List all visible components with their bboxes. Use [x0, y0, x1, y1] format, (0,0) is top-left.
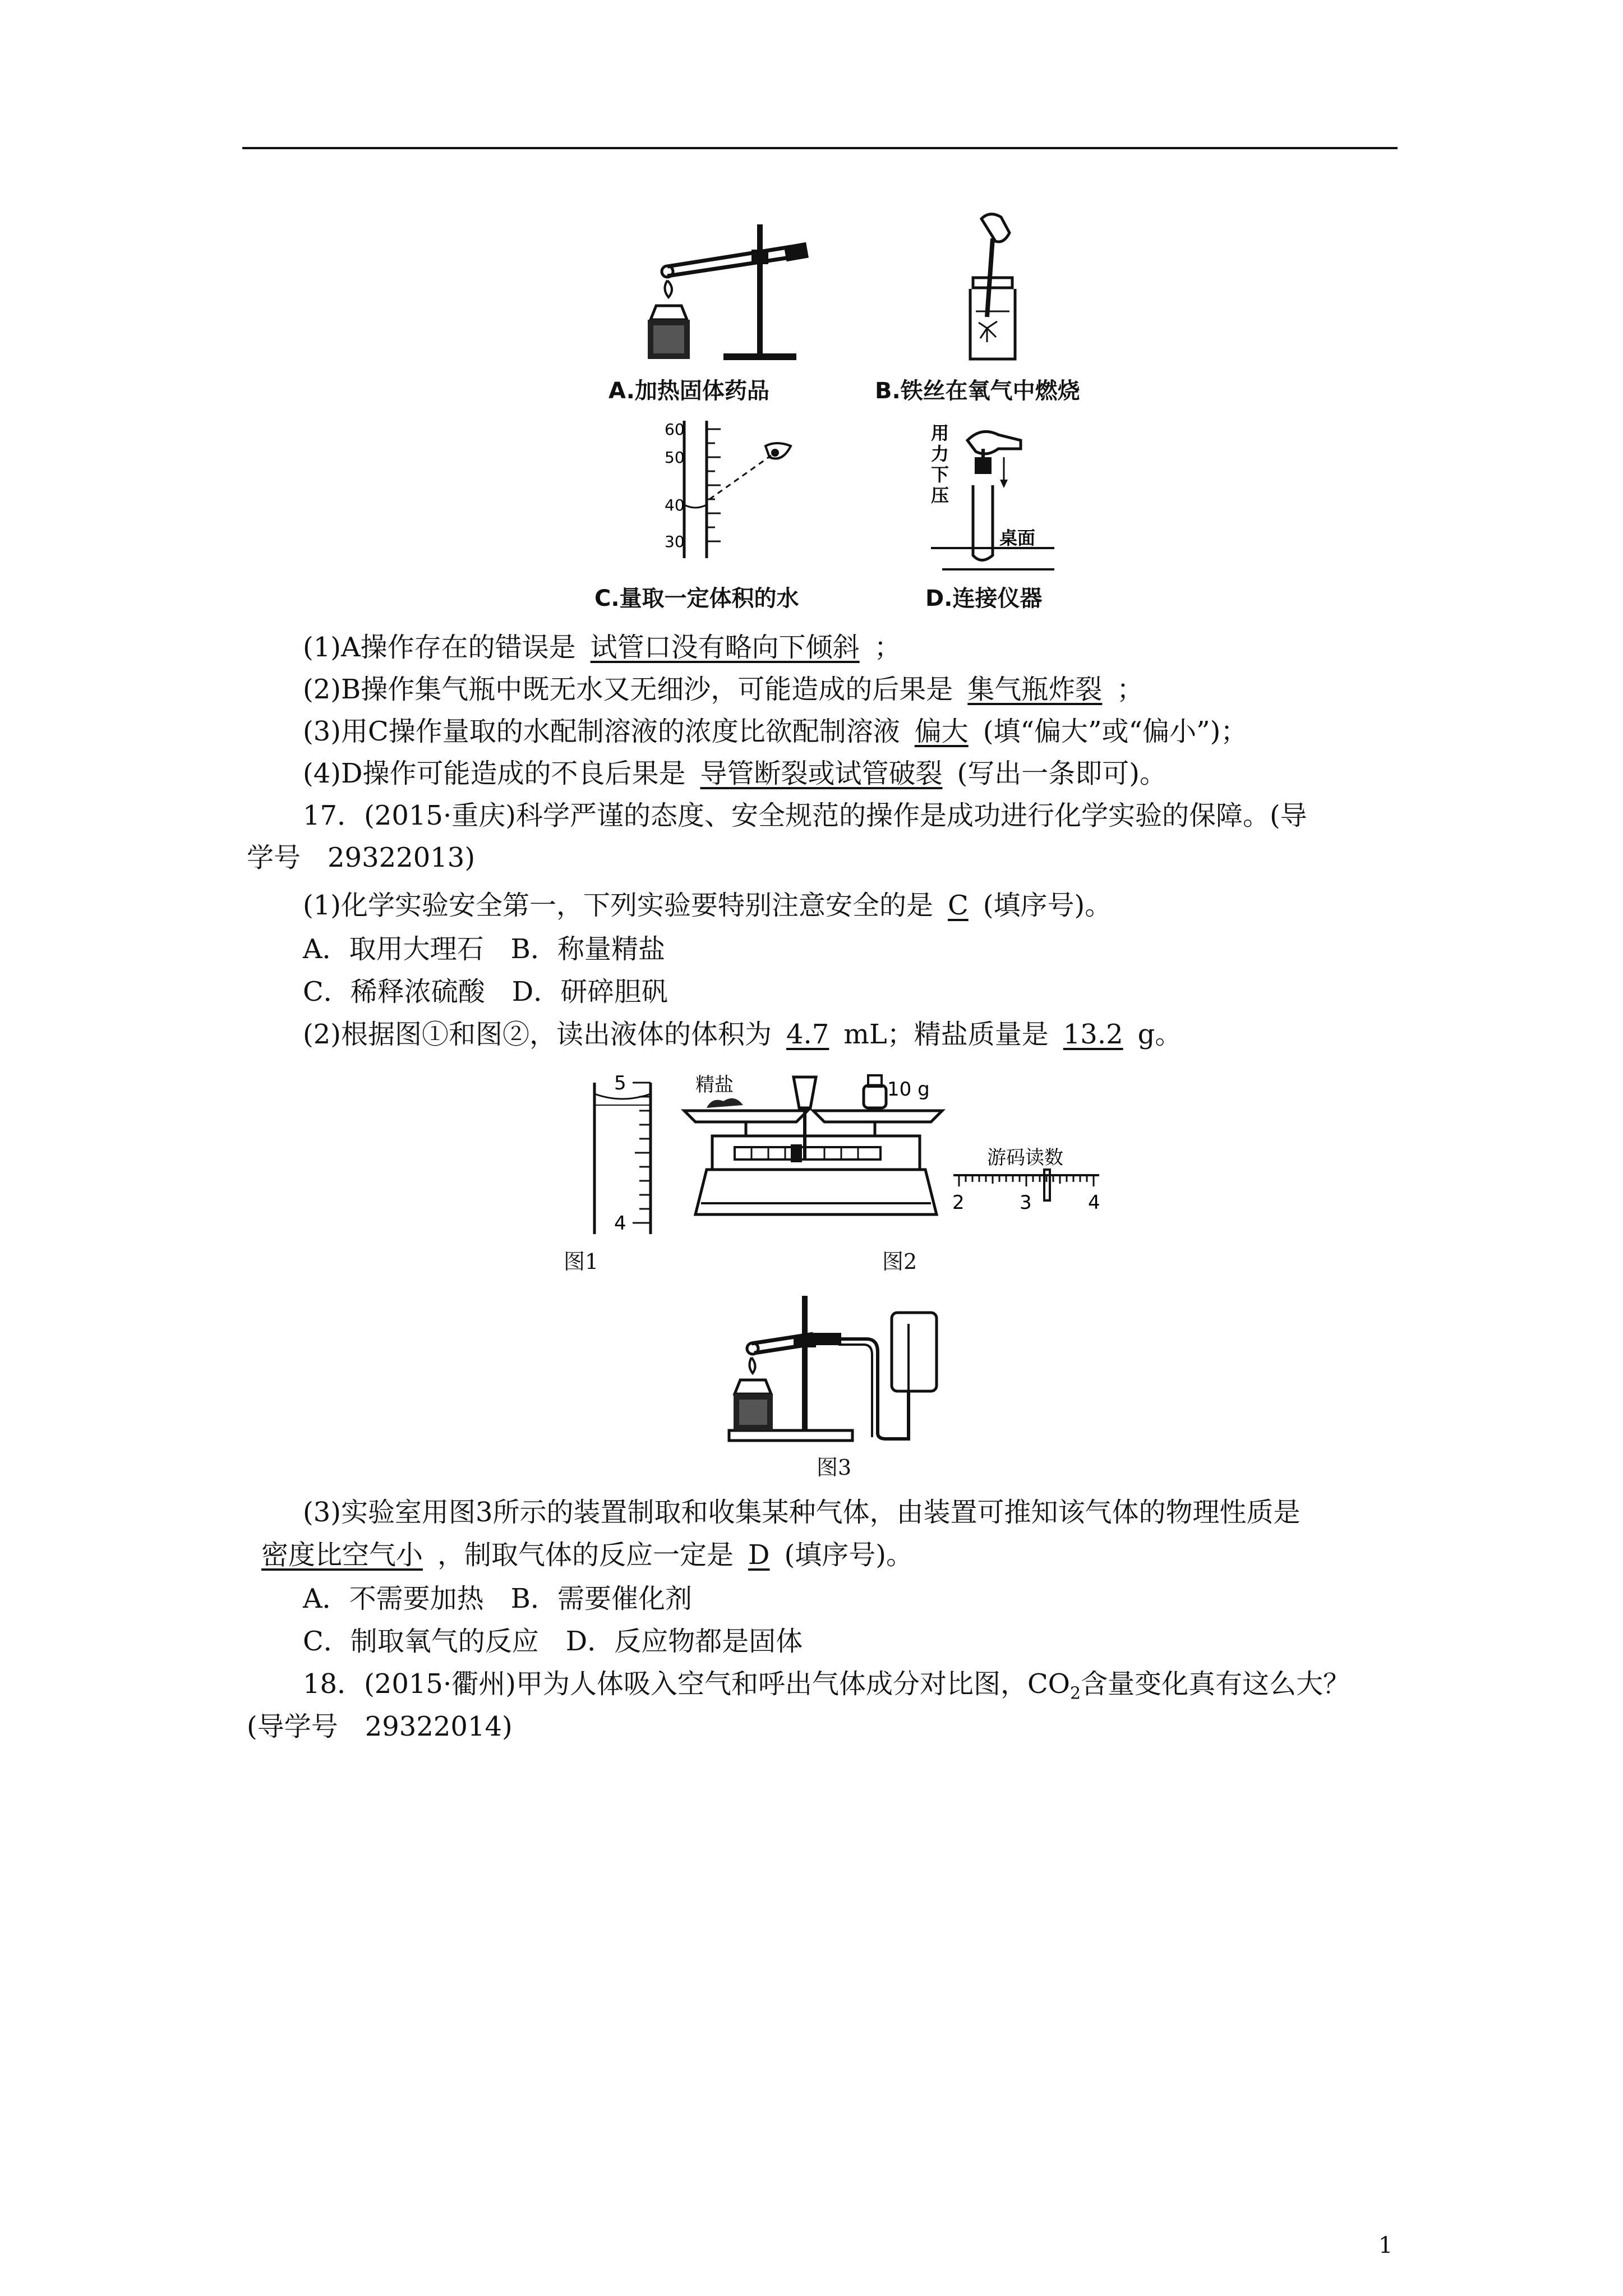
figure-2-balance: [679, 1069, 1110, 1248]
figure-a-caption: A.加热固体药品: [608, 378, 769, 404]
figure-c-tick-30: 30: [665, 532, 685, 551]
figure-d-press-label-3: 下: [931, 464, 949, 485]
figure-d-connecting-apparatus: [920, 418, 1066, 575]
q17-part3-options-ab: A．不需要加热 B．需要催化剂: [303, 1583, 692, 1614]
q16-part1-text: (1)A操作存在的错误是: [303, 632, 576, 663]
q17-part2-text: (2)根据图①和图②，读出液体的体积为: [303, 1019, 772, 1050]
q18-heading-line1: [303, 1668, 1350, 1704]
q17-part2-suffix: g。: [1137, 1019, 1182, 1050]
figure-2-rider-tick-3: 3: [1020, 1191, 1032, 1214]
q17-part1-options-ab: A．取用大理石 B．称量精盐: [303, 933, 665, 965]
figure-c-measuring-water: [651, 415, 819, 567]
figure-1-label: 图1: [564, 1249, 599, 1274]
q17-part2-answer-mass: 13.2: [1063, 1019, 1123, 1050]
figure-d-press-label-4: 压: [931, 485, 949, 506]
q17-part3-answer-reaction: D: [748, 1539, 770, 1571]
q17-part1-suffix: (填序号)。: [983, 890, 1112, 921]
q17-part3-suffix: (填序号)。: [784, 1539, 913, 1571]
figure-c-tick-60: 60: [665, 420, 685, 439]
figure-3-gas-apparatus: [723, 1290, 948, 1447]
figure-2-weight-label: 10 g: [887, 1078, 930, 1101]
figure-2-rider-title: 游码读数: [987, 1147, 1063, 1169]
q17-heading-line2: 学号 29322013): [247, 842, 476, 873]
figure-1-cylinder: [583, 1071, 673, 1240]
q16-part4-text: (4)D操作可能造成的不良后果是: [303, 758, 686, 789]
q17-part3-answer-property: 密度比空气小: [261, 1539, 423, 1571]
figure-c-caption: C.量取一定体积的水: [594, 586, 799, 611]
q17-part3-line2: [247, 1539, 913, 1571]
q17-part2-mid: mL；精盐质量是: [843, 1019, 1049, 1050]
figure-d-press-label-1: 用: [931, 422, 949, 444]
figure-b-caption: B.铁丝在氧气中燃烧: [875, 378, 1080, 404]
figure-d-desk-label: 桌面: [999, 527, 1036, 549]
figure-c-tick-40: 40: [665, 496, 685, 514]
q16-part3-text: (3)用C操作量取的水配制溶液的浓度比欲配制溶液: [303, 716, 900, 747]
figure-2-salt-label: 精盐: [695, 1074, 734, 1096]
figure-2-rider-tick-4: 4: [1088, 1191, 1100, 1214]
q18-heading-line2: (导学号 29322014): [247, 1711, 513, 1742]
q16-part3-answer: 偏大: [914, 716, 969, 747]
q16-part2-text: (2)B操作集气瓶中既无水又无细沙，可能造成的后果是: [303, 674, 953, 705]
q18-heading-text: 18．(2015·衢州)甲为人体吸入空气和呼出气体成分对比图，CO: [303, 1668, 1071, 1700]
q17-part2: [303, 1021, 1182, 1048]
figure-d-caption: D.连接仪器: [925, 586, 1043, 611]
q16-part4: [303, 760, 1166, 787]
q16-part4-answer: 导管断裂或试管破裂: [700, 758, 943, 789]
figure-1-tick-5: 5: [614, 1072, 626, 1094]
q16-part2: [303, 676, 1144, 703]
q16-part4-suffix: (写出一条即可)。: [957, 758, 1166, 789]
figure-b-iron-burning: [948, 210, 1049, 373]
q17-part2-answer-volume: 4.7: [786, 1019, 829, 1050]
figure-c-tick-50: 50: [665, 448, 685, 467]
figure-2-label: 图2: [882, 1249, 917, 1274]
q17-part3-line1: (3)实验室用图3所示的装置制取和收集某种气体，由装置可推知该气体的物理性质是: [303, 1497, 1301, 1528]
q17-part1-text: (1)化学实验安全第一，下列实验要特别注意安全的是: [303, 890, 933, 921]
figure-1-tick-4: 4: [614, 1212, 626, 1235]
q17-heading-line1: 17．(2015·重庆)科学严谨的态度、安全规范的操作是成功进行化学实验的保障。(导: [303, 800, 1307, 831]
q16-part3-suffix: (填“偏大”或“偏小”)；: [983, 716, 1248, 747]
header-rule: [242, 147, 1398, 149]
q17-part3-mid: ，制取气体的反应一定是: [437, 1539, 734, 1571]
figure-a-heating-solid: [634, 213, 858, 370]
q16-part2-answer: 集气瓶炸裂: [967, 674, 1103, 705]
q16-part1-suffix: ；: [874, 632, 901, 663]
page-number: 1: [1378, 2233, 1393, 2258]
q16-part1-answer: 试管口没有略向下倾斜: [590, 632, 860, 663]
q17-part1-options-cd: C．稀释浓硫酸 D．研碎胆矾: [303, 976, 668, 1007]
q17-part3-options-cd: C．制取氧气的反应 D．反应物都是固体: [303, 1626, 803, 1657]
q16-part3: [303, 718, 1247, 745]
q18-heading-text-2: 含量变化真有这么大？: [1081, 1668, 1350, 1700]
figure-2-rider-tick-2: 2: [952, 1191, 965, 1214]
q17-part1-answer: C: [948, 890, 969, 921]
q16-part2-suffix: ；: [1117, 674, 1144, 705]
q16-part1: [303, 634, 901, 661]
figure-3-label: 图3: [817, 1455, 852, 1480]
figure-d-press-label-2: 力: [931, 443, 949, 464]
q18-co2-subscript: 2: [1070, 1683, 1081, 1704]
q17-part1: [303, 892, 1112, 919]
